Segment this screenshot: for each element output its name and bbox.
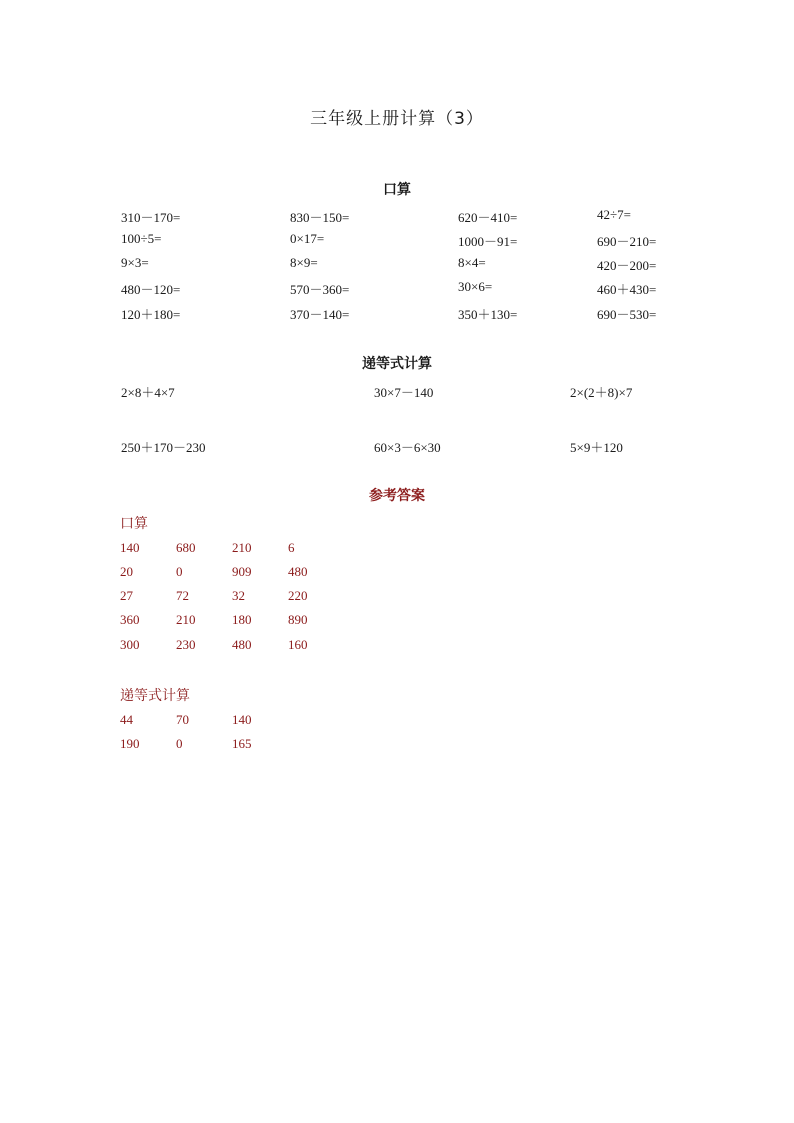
step-row (0, 437, 794, 459)
answer-value: 44 (120, 712, 133, 727)
oral-row (0, 304, 794, 324)
oral-problem: 690－210= (597, 234, 657, 249)
oral-calc-heading: 口算 (383, 182, 411, 198)
oral-row (0, 207, 794, 227)
answer-row (0, 540, 794, 560)
oral-problem: 0×17= (290, 231, 325, 246)
answer-row (0, 612, 794, 632)
answer-value: 180 (232, 612, 252, 627)
oral-problem: 8×4= (458, 255, 486, 270)
oral-problem: 830－150= (290, 210, 350, 225)
answer-value: 210 (232, 540, 252, 555)
answer-value: 72 (176, 588, 189, 603)
answer-row (0, 588, 794, 608)
answer-row (0, 712, 794, 732)
oral-problem: 9×3= (121, 255, 149, 270)
answer-row (0, 637, 794, 657)
step-problem: 250＋170－230 (121, 440, 206, 455)
oral-problem: 1000－91= (458, 234, 518, 249)
answer-value: 360 (120, 612, 140, 627)
oral-row (0, 231, 794, 251)
answer-step-label: 递等式计算 (120, 688, 190, 704)
answer-value: 20 (120, 564, 133, 579)
answer-value: 300 (120, 637, 140, 652)
answer-value: 680 (176, 540, 196, 555)
oral-problem: 620－410= (458, 210, 518, 225)
answer-value: 140 (232, 712, 252, 727)
answer-value: 210 (176, 612, 196, 627)
answer-value: 160 (288, 637, 308, 652)
page-title: 三年级上册计算（3） (310, 109, 484, 129)
step-problem: 5×9＋120 (570, 440, 623, 455)
answer-value: 6 (288, 540, 295, 555)
step-problem: 2×(2＋8)×7 (570, 385, 633, 400)
answer-key-heading: 参考答案 (369, 488, 425, 504)
answer-value: 890 (288, 612, 308, 627)
answer-value: 32 (232, 588, 245, 603)
oral-problem: 370－140= (290, 307, 350, 322)
oral-problem: 480－120= (121, 282, 181, 297)
step-calc-heading: 递等式计算 (362, 356, 432, 372)
answer-row (0, 736, 794, 756)
answer-value: 140 (120, 540, 140, 555)
step-problem: 30×7－140 (374, 385, 434, 400)
oral-problem: 310－170= (121, 210, 181, 225)
oral-problem: 350＋130= (458, 307, 518, 322)
step-problem: 60×3－6×30 (374, 440, 441, 455)
answer-value: 165 (232, 736, 252, 751)
oral-problem: 42÷7= (597, 207, 631, 222)
answer-value: 480 (232, 637, 252, 652)
oral-problem: 30×6= (458, 279, 493, 294)
oral-row (0, 279, 794, 299)
answer-value: 0 (176, 564, 183, 579)
answer-value: 27 (120, 588, 133, 603)
answer-value: 220 (288, 588, 308, 603)
answer-value: 70 (176, 712, 189, 727)
oral-row (0, 255, 794, 275)
oral-problem: 120＋180= (121, 307, 181, 322)
oral-problem: 570－360= (290, 282, 350, 297)
answer-value: 0 (176, 736, 183, 751)
answer-value: 190 (120, 736, 140, 751)
answer-value: 480 (288, 564, 308, 579)
oral-problem: 100÷5= (121, 231, 162, 246)
oral-problem: 460＋430= (597, 282, 657, 297)
oral-problem: 690－530= (597, 307, 657, 322)
answer-oral-label: 口算 (120, 516, 148, 532)
oral-problem: 8×9= (290, 255, 318, 270)
oral-problem: 420－200= (597, 258, 657, 273)
answer-value: 909 (232, 564, 252, 579)
answer-row (0, 564, 794, 584)
answer-value: 230 (176, 637, 196, 652)
step-problem: 2×8＋4×7 (121, 385, 175, 400)
step-row (0, 382, 794, 404)
